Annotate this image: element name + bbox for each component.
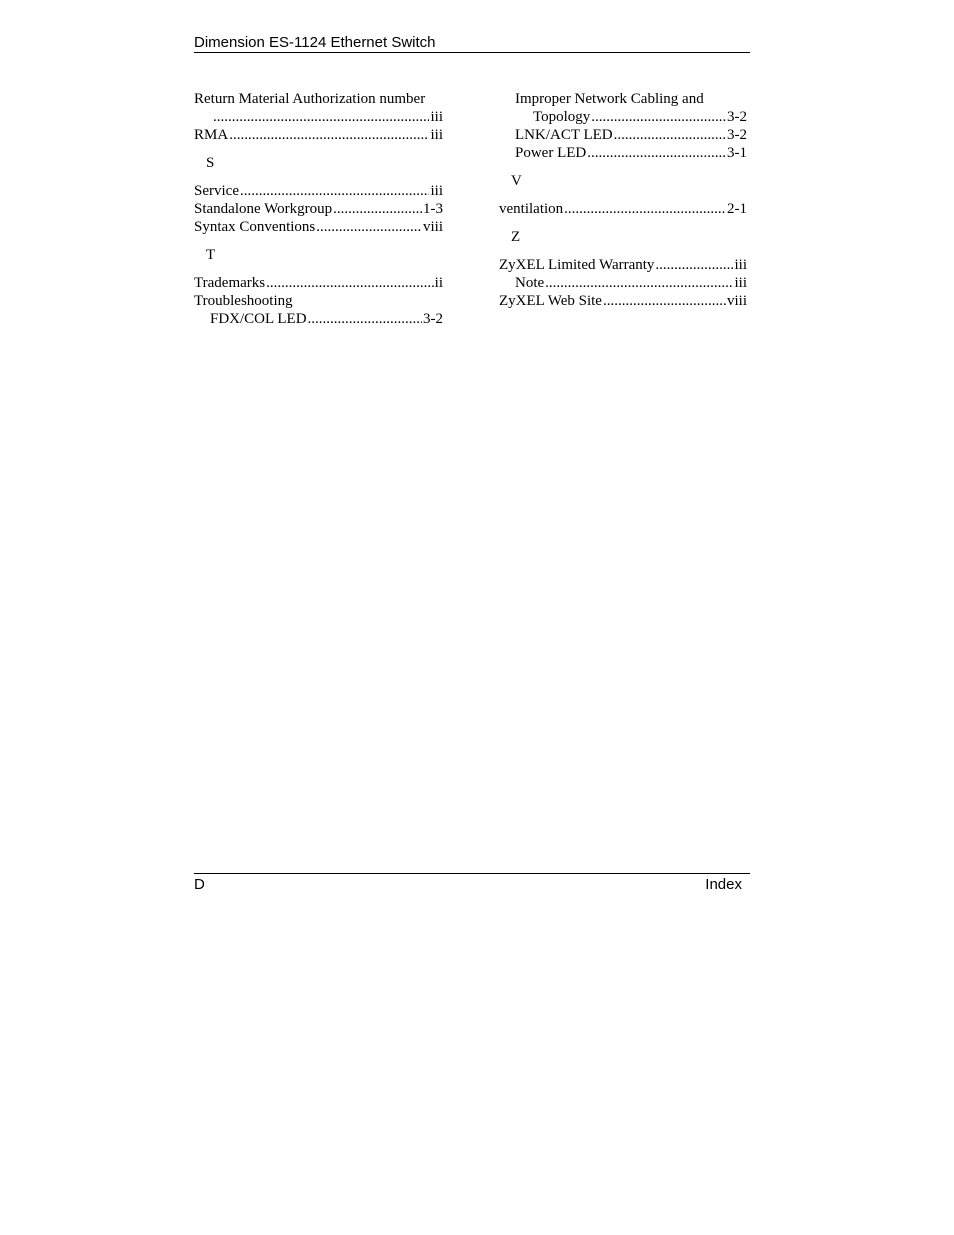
footer-section-title: Index [705, 876, 742, 893]
page-ref: 2-1 [727, 201, 747, 217]
page-ref: ii [434, 275, 443, 291]
index-term: Syntax Conventions [194, 219, 316, 235]
page-ref: viii [422, 219, 443, 235]
index-subentry-improper-cabling: Improper Network Cabling and [515, 91, 704, 107]
index-term: Trademarks [194, 275, 266, 291]
page-ref: 3-2 [727, 109, 747, 125]
page-ref: iii [430, 109, 443, 125]
footer-rule [194, 873, 750, 874]
header-rule [194, 52, 750, 53]
index-subentry-note [499, 274, 747, 292]
index-subentry-lnk-act-led [499, 126, 747, 144]
index-subentry-power-led [499, 144, 747, 162]
dot-leader [655, 256, 733, 274]
index-term: Topology [533, 109, 591, 125]
dot-leader [564, 200, 726, 218]
dot-leader [591, 108, 726, 126]
page-ref: iii [430, 127, 443, 143]
index-term: ZyXEL Web Site [499, 293, 602, 309]
page-ref: iii [430, 183, 443, 199]
index-letter-heading-v: V [511, 173, 522, 189]
index-entry-syntax-conventions [194, 218, 443, 236]
dot-leader [229, 126, 429, 144]
page-ref: 3-2 [423, 311, 443, 327]
index-term: LNK/ACT LED [515, 127, 613, 143]
index-letter-heading-t: T [206, 247, 216, 263]
index-letter-heading-z: Z [511, 229, 521, 245]
index-entry-return-material-page-row [194, 108, 443, 126]
index-entry-troubleshooting: Troubleshooting [194, 293, 293, 309]
page-ref: 3-1 [727, 145, 747, 161]
dot-leader [603, 292, 726, 310]
index-term: Standalone Workgroup [194, 201, 333, 217]
dot-leader [213, 108, 429, 126]
dot-leader [240, 182, 430, 200]
index-term: RMA [194, 127, 229, 143]
dot-leader [333, 200, 422, 218]
footer-page-letter: D [194, 876, 205, 893]
index-entry-rma [194, 126, 443, 144]
dot-leader [308, 310, 422, 328]
page-ref: iii [734, 275, 747, 291]
index-entry-standalone-workgroup [194, 200, 443, 218]
index-letter-heading-s: S [206, 155, 215, 171]
dot-leader [266, 274, 434, 292]
running-header-title: Dimension ES-1124 Ethernet Switch [194, 34, 436, 51]
index-entry-zyxel-web-site [499, 292, 747, 310]
index-entry-zyxel-limited-warranty [499, 256, 747, 274]
index-entry-service [194, 182, 443, 200]
page-ref: 3-2 [727, 127, 747, 143]
dot-leader [614, 126, 726, 144]
dot-leader [316, 218, 422, 236]
page-ref: 1-3 [423, 201, 443, 217]
page-ref: viii [726, 293, 747, 309]
dot-leader [587, 144, 726, 162]
index-column-right [499, 90, 747, 310]
index-term: ventilation [499, 201, 564, 217]
page-ref: iii [734, 257, 747, 273]
index-term: ZyXEL Limited Warranty [499, 257, 655, 273]
index-entry-return-material: Return Material Authorization number [194, 91, 426, 107]
index-term: Service [194, 183, 239, 199]
index-subentry-fdx-col-led [194, 310, 443, 328]
dot-leader [545, 274, 733, 292]
index-term: FDX/COL LED [210, 311, 307, 327]
index-term: Power LED [515, 145, 587, 161]
index-column-left [194, 90, 443, 328]
index-entry-ventilation [499, 200, 747, 218]
index-entry-trademarks [194, 274, 443, 292]
index-subentry-topology [499, 108, 747, 126]
index-term: Note [515, 275, 545, 291]
